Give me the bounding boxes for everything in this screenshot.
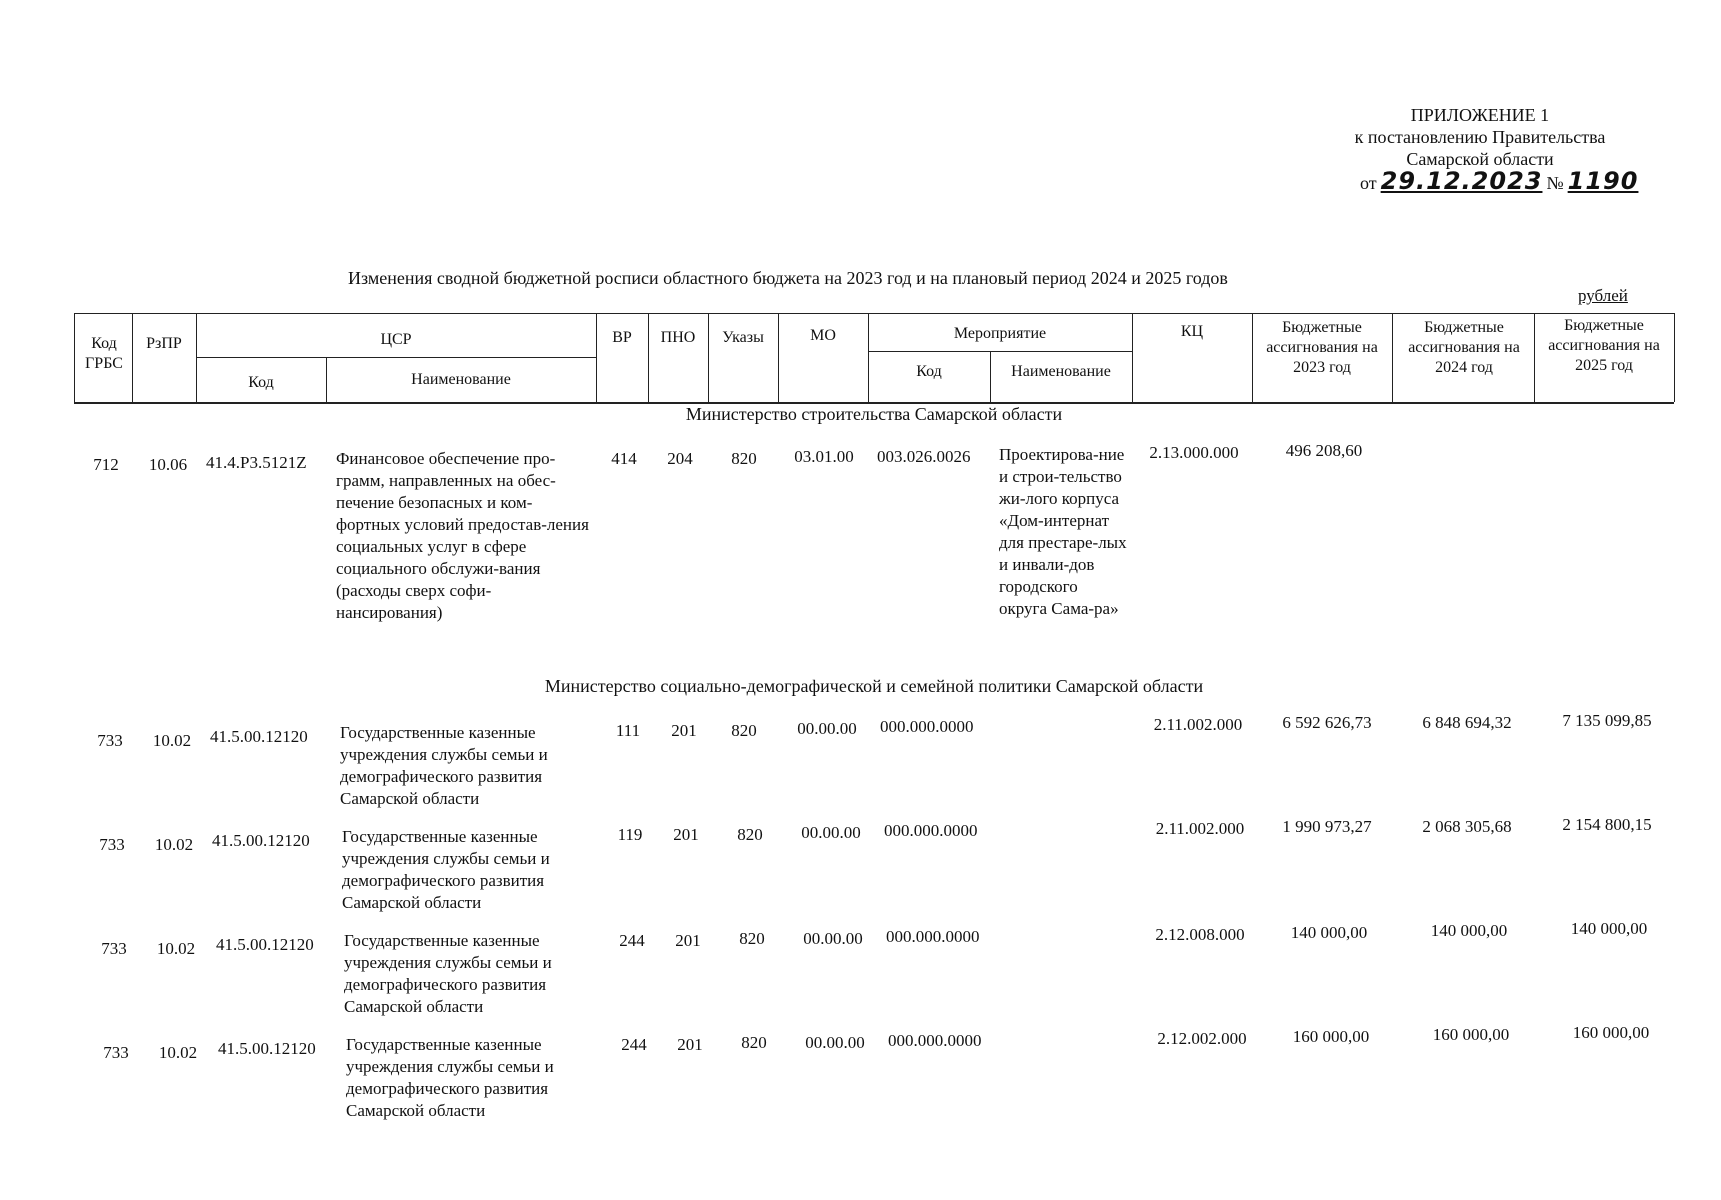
cell-vr: 244 <box>619 931 645 950</box>
cell-kc: 2.11.002.000 <box>1153 715 1243 734</box>
cell-mer-kod: 000.000.0000 <box>884 821 978 840</box>
header-mer-kod: Код <box>916 363 942 380</box>
cell-mer-kod: 000.000.0000 <box>888 1031 982 1050</box>
appendix-block <box>1330 104 1639 195</box>
cell-kc: 2.13.000.000 <box>1149 443 1239 462</box>
header-y2024: Бюджетные ассигнования на 2024 год <box>1408 319 1520 376</box>
section-title: Министерство строительства Самарской области <box>685 404 1063 424</box>
cell-y2024: 6 848 694,32 <box>1422 713 1512 732</box>
cell-mo: 00.00.00 <box>803 929 863 948</box>
cell-mo: 00.00.00 <box>797 719 857 738</box>
appendix-line2: к постановлению Правительства <box>1354 127 1606 147</box>
appendix-date: 29.12.2023 <box>1380 167 1543 195</box>
cell-pno: 201 <box>677 1035 703 1054</box>
header-kc: КЦ <box>1180 323 1204 340</box>
header-csr: ЦСР <box>380 331 412 348</box>
cell-mo: 03.01.00 <box>794 447 854 466</box>
cell-rzpr: 10.06 <box>148 455 188 474</box>
cell-csr-kod: 41.5.00.12120 <box>216 935 314 954</box>
appendix-title: ПРИЛОЖЕНИЕ 1 <box>1410 105 1550 125</box>
header-mer-name: Наименование <box>1011 363 1111 380</box>
cell-ukazy: 820 <box>741 1033 767 1052</box>
cell-y2023: 496 208,60 <box>1285 441 1363 460</box>
cell-ukazy: 820 <box>739 929 765 948</box>
header-y2025: Бюджетные ассигнования на 2025 год <box>1548 317 1660 374</box>
cell-vr: 119 <box>617 825 643 844</box>
cell-rzpr: 10.02 <box>158 1043 198 1062</box>
cell-rzpr: 10.02 <box>156 939 196 958</box>
cell-y2025: 7 135 099,85 <box>1562 711 1652 730</box>
cell-pno: 201 <box>671 721 697 740</box>
cell-pno: 201 <box>675 931 701 950</box>
cell-kc: 2.12.008.000 <box>1155 925 1245 944</box>
appendix-line3: Самарской области <box>1406 149 1554 169</box>
cell-csr-kod: 41.5.00.12120 <box>210 727 308 746</box>
cell-pno: 204 <box>667 449 693 468</box>
header-meropriyatie: Мероприятие <box>953 325 1047 342</box>
cell-y2024: 140 000,00 <box>1430 921 1508 940</box>
cell-y2023: 6 592 626,73 <box>1282 713 1372 732</box>
cell-rzpr: 10.02 <box>152 731 192 750</box>
cell-y2024: 2 068 305,68 <box>1422 817 1512 836</box>
appendix-signature-line <box>1360 167 1639 195</box>
cell-csr-kod: 41.5.00.12120 <box>212 831 310 850</box>
appendix-number-prefix: № <box>1546 173 1564 193</box>
cell-csr-name: Государственные казенные учреждения службы семьи и демографического развития Самарской области <box>342 827 550 912</box>
cell-mer-kod: 000.000.0000 <box>880 717 974 736</box>
cell-csr-name: Государственные казенные учреждения службы семьи и демографического развития Самарской области <box>340 723 548 808</box>
cell-grbs: 733 <box>97 731 123 750</box>
cell-y2023: 1 990 973,27 <box>1282 817 1372 836</box>
cell-grbs: 733 <box>99 835 125 854</box>
cell-ukazy: 820 <box>737 825 763 844</box>
header-csr-kod: Код <box>248 374 274 391</box>
cell-vr: 414 <box>611 449 637 468</box>
cell-mo: 00.00.00 <box>805 1033 865 1052</box>
appendix-number: 1190 <box>1567 167 1639 195</box>
header-mo: МО <box>810 327 836 344</box>
cell-y2025: 2 154 800,15 <box>1562 815 1652 834</box>
section-title: Министерство социально-демографической и семейной политики Самарской области <box>544 676 1204 696</box>
cell-ukazy: 820 <box>731 449 757 468</box>
cell-csr-name: Финансовое обеспечение про-грамм, направленных на обес-печение безопасных и ком-фортных условий предостав-ления социальных услуг в сфере социального обслужи-вания (расходы сверх софи-нансирования) <box>336 449 589 622</box>
cell-ukazy: 820 <box>731 721 757 740</box>
cell-y2023: 160 000,00 <box>1292 1027 1370 1046</box>
cell-grbs: 733 <box>101 939 127 958</box>
header-ukazy: Указы <box>722 329 764 346</box>
cell-vr: 244 <box>621 1035 647 1054</box>
cell-grbs: 712 <box>93 455 119 474</box>
cell-csr-kod: 41.5.00.12120 <box>218 1039 316 1058</box>
cell-mer-kod: 003.026.0026 <box>877 447 971 466</box>
cell-y2025: 160 000,00 <box>1572 1023 1650 1042</box>
cell-mo: 00.00.00 <box>801 823 861 842</box>
header-rzpr: РзПР <box>146 335 182 352</box>
appendix-from-prefix: от <box>1360 173 1377 193</box>
cell-mer-name: Проектирова-ние и строи-тельство жи-лого корпуса «Дом-интернат для престаре-лых и инвали-дов городского округа Сама-ра» <box>999 445 1127 618</box>
cell-kc: 2.12.002.000 <box>1157 1029 1247 1048</box>
cell-csr-kod: 41.4.P3.5121Z <box>206 453 307 472</box>
cell-mer-kod: 000.000.0000 <box>886 927 980 946</box>
cell-y2024: 160 000,00 <box>1432 1025 1510 1044</box>
header-csr-name: Наименование <box>411 371 511 388</box>
cell-rzpr: 10.02 <box>154 835 194 854</box>
document-title: Изменения сводной бюджетной росписи областного бюджета на 2023 год и на плановый период 2024 и 2025 годов <box>348 268 1228 288</box>
cell-y2025: 140 000,00 <box>1570 919 1648 938</box>
cell-pno: 201 <box>673 825 699 844</box>
cell-grbs: 733 <box>103 1043 129 1062</box>
cell-kc: 2.11.002.000 <box>1155 819 1245 838</box>
header-pno: ПНО <box>660 329 696 346</box>
header-vr: ВР <box>612 329 632 346</box>
header-kod-grbs: Код ГРБС <box>85 335 123 372</box>
cell-y2023: 140 000,00 <box>1290 923 1368 942</box>
cell-csr-name: Государственные казенные учреждения службы семьи и демографического развития Самарской области <box>344 931 552 1016</box>
cell-vr: 111 <box>615 721 641 740</box>
header-y2023: Бюджетные ассигнования на 2023 год <box>1266 319 1378 376</box>
cell-csr-name: Государственные казенные учреждения службы семьи и демографического развития Самарской области <box>346 1035 554 1120</box>
units-label: рублей <box>1578 286 1628 305</box>
